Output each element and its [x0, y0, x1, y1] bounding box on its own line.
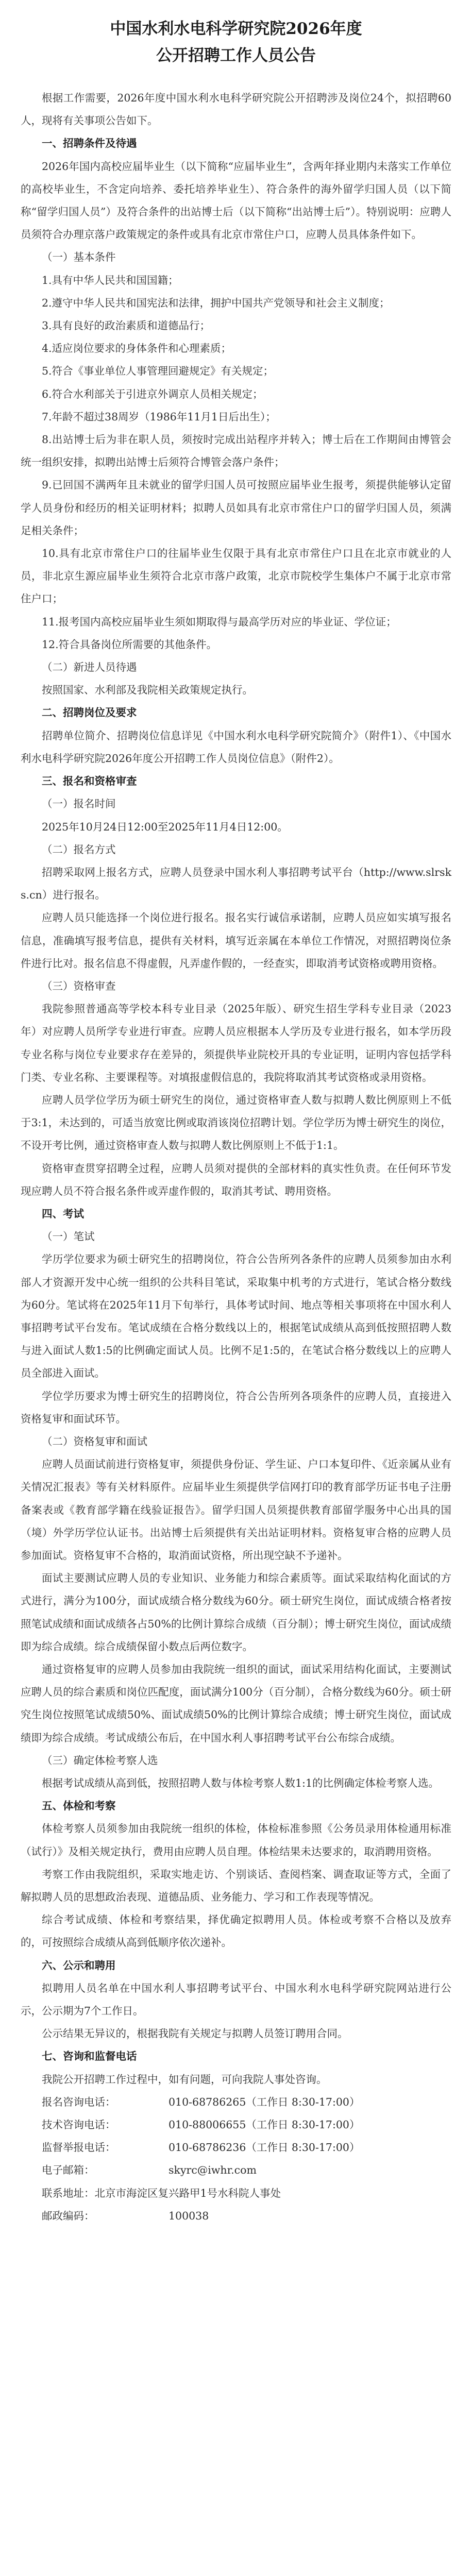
paragraph: 按照国家、水利部及我院相关政策规定执行。	[42, 684, 253, 697]
paragraph: 体检考察人员须参加由我院统一组织的体检，体检标准参照《公务员录用体检通用标准（试行）》及相关规定执行，费用由应聘人员自理。体检结果未达要求的，取消聘用资格。	[21, 1822, 451, 1858]
subsection-heading: （一）笔试	[42, 1230, 95, 1243]
contact-value: 010-88006655（工作日 8:30-17:00）	[168, 2119, 360, 2131]
paragraph: 2025年10月24日12:00至2025年11月4日12:00。	[42, 820, 288, 833]
paragraph: 1.具有中华人民共和国国籍；	[42, 274, 179, 286]
contact-row	[21, 2182, 451, 2205]
section-heading: 一、招聘条件及待遇	[42, 137, 137, 150]
paragraph: 面试主要测试应聘人员的专业知识、业务能力和综合素质等。面试采取结构化面试的方式进行，满分为100分，面试成绩合格分数线为60分。硕士研究生岗位，面试成绩合格者按照笔试成绩和面试成绩各占50%的比例计算综合成绩（百分制）；博士研究生岗位，面试成绩即为综合成绩。综合成绩保留小数点后两位数字。	[21, 1572, 451, 1653]
paragraph: 9.已回国不满两年且未就业的留学归国人员可按照应届毕业生报考，须提供能够认定留学人员身份和经历的相关证明材料；拟聘人员如具有北京市常住户口的留学归国人员，须满足相关条件；	[21, 479, 451, 537]
section-heading: 二、招聘岗位及要求	[42, 706, 137, 719]
subsection-heading: （三）资格审查	[42, 979, 116, 992]
paragraph: 8.出站博士后为非在职人员，须按时完成出站程序并转入；博士后在工作期间由博管会统一组织安排，拟聘出站博士后须符合博管会落户条件；	[21, 433, 451, 469]
paragraph: 应聘人员只能选择一个岗位进行报名。报名实行诚信承诺制，应聘人员应如实填写报名信息，准确填写报考信息，提供有关材料，填写近亲属在本单位工作情况，对照招聘岗位条件进行比对。报名信息不得虚假，凡弄虚作假的，一经查实，即取消考试资格或聘用资格。	[21, 911, 451, 970]
contact-row	[21, 2136, 451, 2159]
subsection-heading: （二）新进人员待遇	[42, 661, 137, 674]
contact-row	[21, 2113, 451, 2136]
contact-label: 邮政编码：	[42, 2209, 95, 2222]
contact-value: skyrc@iwhr.com	[168, 2164, 257, 2177]
paragraph: 综合考试成绩、体检和考察结果，择优确定拟聘用人员。体检或考察不合格以及放弃的，可按照综合成绩从高到低顺序依次递补。	[21, 1913, 451, 1949]
section-heading: 六、公示和聘用	[42, 1959, 116, 1972]
paragraph: 公示结果无异议的，根据我院有关规定与拟聘人员签订聘用合同。	[42, 2027, 348, 2040]
subsection-heading: （三）确定体检考察人选	[42, 1754, 158, 1767]
paragraph: 学历学位要求为硕士研究生的招聘岗位，符合公告所列各条件的应聘人员须参加由水利部人才资源开发中心统一组织的公共科目笔试，采取集中机考的方式进行，笔试合格分数线为60分。笔试将在2025年11月下旬举行，具体考试时间、地点等相关事项将在中国水利人事招聘考试平台发布。笔试成绩在合格分数线以上的，根据笔试成绩从高到低按照招聘人数与进入面试人数1:5的比例确定面试人员。比例不足1:5的，在笔试合格分数线以上的应聘人员全部进入面试。	[21, 1253, 451, 1380]
subsection-heading: （二）资格复审和面试	[42, 1435, 147, 1448]
contact-value: 100038	[168, 2209, 209, 2222]
page-title	[21, 15, 451, 69]
contact-label: 技术咨询电话：	[42, 2119, 116, 2131]
contact-row	[21, 2159, 451, 2181]
subsection-heading: （二）报名方式	[42, 843, 116, 856]
contact-value: 北京市海淀区复兴路甲1号水科院人事处	[94, 2187, 281, 2199]
paragraph: 5.符合《事业单位人事管理回避规定》有关规定；	[42, 365, 274, 378]
contact-label: 电子邮箱：	[42, 2164, 95, 2177]
paragraph: 7.年龄不超过38周岁（1986年11月1日后出生）；	[42, 410, 276, 423]
paragraph: 11.报考国内高校应届毕业生须如期取得与最高学历对应的毕业证、学位证；	[42, 615, 397, 628]
paragraph: 拟聘用人员名单在中国水利人事招聘考试平台、中国水利水电科学研究院网站进行公示，公示期为7个工作日。	[21, 1981, 451, 2018]
section-heading: 四、考试	[42, 1207, 84, 1220]
paragraph: 根据工作需要，2026年度中国水利水电科学研究院公开招聘涉及岗位24个，拟招聘60人，现将有关事项公告如下。	[21, 92, 451, 127]
contact-row	[21, 2205, 451, 2227]
section-heading: 五、体检和考察	[42, 1800, 116, 1812]
paragraph: 招聘采取网上报名方式，应聘人员登录中国水利人事招聘考试平台（http://www.slrsks.cn）进行报名。	[21, 866, 451, 902]
contact-value: 010-68786236（工作日 8:30-17:00）	[168, 2141, 360, 2154]
paragraph: 2.遵守中华人民共和国宪法和法律，拥护中国共产党领导和社会主义制度；	[42, 296, 390, 309]
subsection-heading: （一）报名时间	[42, 798, 116, 810]
paragraph: 资格审查贯穿招聘全过程，应聘人员须对提供的全部材料的真实性负责。在任何环节发现应聘人员不符合报名条件或弄虚作假的，取消其考试、聘用资格。	[21, 1162, 451, 1197]
paragraph: 应聘人员面试前进行资格复审，须提供身份证、学生证、户口本复印件、《近亲属从业有关情况汇报表》等有关材料原件。应届毕业生须提供学信网打印的教育部学历证书电子注册备案表或《教育部学籍在线验证报告》。留学归国人员须提供教育部留学服务中心出具的国（境）外学历学位认证书。出站博士后须提供有关出站证明材料。资格复审合格的应聘人员参加面试。资格复审不合格的，取消面试资格，所出现空缺不予递补。	[21, 1458, 451, 1562]
contact-row	[21, 2091, 451, 2113]
contact-label: 报名咨询电话：	[42, 2095, 116, 2108]
paragraph: 应聘人员学位学历为硕士研究生的岗位，通过资格审查人数与拟聘人数比例原则上不低于3:1，未达到的，可适当放宽比例或取消该岗位招聘计划。学位学历为博士研究生的岗位，不设开考比例，通过资格审查人数与拟聘人数比例原则上不低于1:1。	[21, 1093, 451, 1152]
contact-label: 联系地址：	[42, 2187, 95, 2199]
contact-value: 010-68786265（工作日 8:30-17:00）	[168, 2095, 360, 2108]
announcement-body	[21, 87, 451, 2091]
contact-label: 监督举报电话：	[42, 2141, 116, 2154]
paragraph: 学位学历要求为博士研究生的招聘岗位，符合公告所列各项条件的应聘人员，直接进入资格复审和面试环节。	[21, 1389, 451, 1425]
paragraph: 通过资格复审的应聘人员参加由我院统一组织的面试，面试采用结构化面试，主要测试应聘人员的综合素质和岗位匹配度，面试满分100分（百分制），合格分数线为60分。硕士研究生岗位按照笔试成绩50%、面试成绩50%的比例计算综合成绩；博士研究生岗位，面试成绩即为综合成绩。考试成绩公布后，在中国水利人事招聘考试平台公布综合成绩。	[21, 1663, 451, 1744]
paragraph: 根据考试成绩从高到低，按照招聘人数与体检考察人数1:1的比例确定体检考察人选。	[42, 1777, 439, 1790]
subsection-heading: （一）基本条件	[42, 251, 116, 264]
paragraph: 3.具有良好的政治素质和道德品行；	[42, 319, 211, 332]
paragraph: 10.具有北京市常住户口的往届毕业生仅限于具有北京市常住户口且在北京市就业的人员，非北京生源应届毕业生须符合北京市落户政策，北京市院校学生集体户不属于北京市常住户口；	[21, 547, 451, 605]
paragraph: 我院参照普通高等学校本科专业目录（2025年版）、研究生招生学科专业目录（2023年）对应聘人员所学专业进行审查。应聘人员应根据本人学历及专业进行报名，如本学历段专业名称与岗位专业要求存在差异的，须提供毕业院校开具的专业证明，证明内容包括学科门类、专业名称、主要课程等。对填报虚假信息的，我院将取消其考试资格或录用资格。	[21, 1003, 451, 1083]
paragraph: 2026年国内高校应届毕业生（以下简称“应届毕业生”，含两年择业期内未落实工作单位的高校毕业生，不含定向培养、委托培养毕业生）、符合条件的海外留学归国人员（以下简称“留学归国人员”）及符合条件的出站博士后（以下简称“出站博士后”）。特别说明：应聘人员须符合办理京落户政策规定的条件或具有北京市常住户口，应聘人员具体条件如下。	[21, 160, 451, 241]
title-line-2: 公开招聘工作人员公告	[156, 46, 316, 65]
paragraph: 考察工作由我院组织，采取实地走访、个别谈话、查阅档案、调查取证等方式，全面了解拟聘人员的思想政治表现、道德品质、业务能力、学习和工作表现等情况。	[21, 1868, 451, 1904]
section-heading: 三、报名和资格审查	[42, 775, 137, 788]
paragraph: 6.符合水利部关于引进京外调京人员相关规定；	[42, 387, 263, 400]
section-heading: 七、咨询和监督电话	[42, 2050, 137, 2063]
paragraph: 4.适应岗位要求的身体条件和心理素质；	[42, 342, 232, 355]
paragraph: 我院公开招聘工作过程中，如有问题，可向我院人事处咨询。	[42, 2073, 327, 2086]
paragraph: 12.符合具备岗位所需要的其他条件。	[42, 638, 217, 651]
title-line-1: 中国水利水电科学研究院2026年度	[110, 20, 362, 38]
paragraph: 招聘单位简介、招聘岗位信息详见《中国水利水电科学研究院简介》（附件1）、《中国水利水电科学研究院2026年度公开招聘工作人员岗位信息》（附件2）。	[21, 729, 451, 765]
contact-list	[21, 2091, 451, 2227]
